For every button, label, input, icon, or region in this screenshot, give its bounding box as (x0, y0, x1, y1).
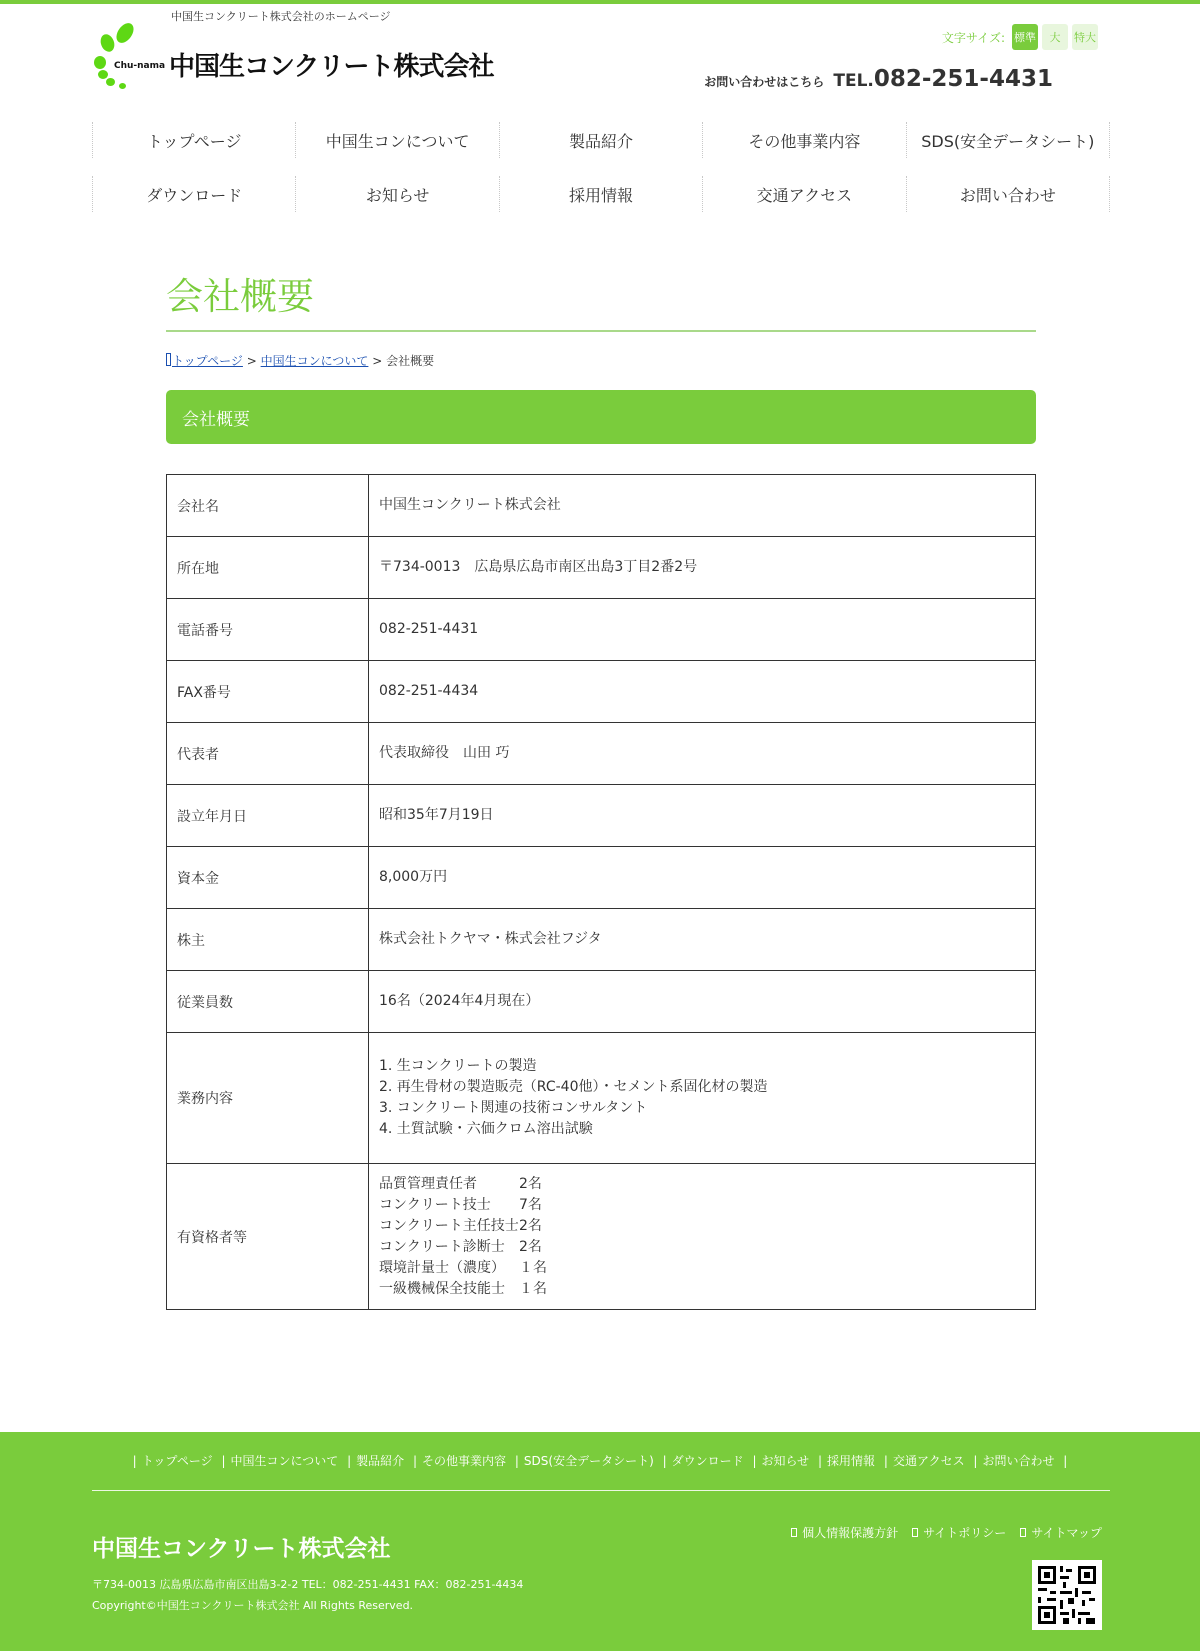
business-list (369, 1033, 1036, 1164)
row-value: 8,000万円 (369, 847, 1036, 909)
table-row (167, 661, 1036, 723)
qualification-name: コンクリート診断士 (379, 1238, 505, 1255)
nav-item-about[interactable]: 中国生コンについて (295, 122, 498, 158)
breadcrumb (166, 352, 434, 369)
font-size-label: 文字サイズ: (941, 30, 1005, 45)
row-value: 昭和35年7月19日 (369, 785, 1036, 847)
site-footer (0, 1432, 1200, 1651)
table-row (167, 1033, 1036, 1164)
qualification-list (369, 1164, 1036, 1310)
page-title: 会社概要 (166, 275, 314, 318)
logo-leaf-icon (106, 78, 115, 86)
footer-link-recruit[interactable]: 採用情報 (827, 1454, 876, 1468)
link-arrow-icon (1020, 1528, 1026, 1537)
footer-nav-separator: | (973, 1454, 978, 1468)
row-label: 業務内容 (167, 1033, 369, 1164)
row-label: 代表者 (167, 723, 369, 785)
breadcrumb-current: 会社概要 (386, 354, 435, 368)
font-size-xlarge-button[interactable]: 特大 (1072, 24, 1098, 50)
business-item: 4. 土質試験・六価クロム溶出試験 (379, 1121, 593, 1137)
link-arrow-icon (791, 1528, 797, 1537)
qualification-count: 2名 (519, 1217, 542, 1234)
footer-link-download[interactable]: ダウンロード (671, 1454, 744, 1468)
nav-item-products[interactable]: 製品紹介 (499, 122, 702, 158)
footer-nav-separator: | (662, 1454, 667, 1468)
company-info-table (166, 474, 1036, 1310)
home-icon (166, 353, 171, 366)
qualification-count: 2名 (519, 1238, 542, 1255)
nav-item-news[interactable]: お知らせ (295, 176, 498, 212)
footer-link-top[interactable]: トップページ (141, 1454, 213, 1468)
nav-item-contact[interactable]: お問い合わせ (906, 176, 1110, 212)
font-size-standard-button[interactable]: 標準 (1012, 24, 1038, 50)
breadcrumb-home-link[interactable]: トップページ (172, 354, 243, 368)
breadcrumb-separator: > (372, 354, 383, 368)
font-size-large-button[interactable]: 大 (1042, 24, 1068, 50)
qualification-name: コンクリート主任技士 (379, 1217, 519, 1234)
business-item: 2. 再生骨材の製造販売（RC-40他）・セメント系固化材の製造 (379, 1079, 768, 1095)
qualification-name: 一級機械保全技能士 (379, 1280, 505, 1297)
qualification-name: 環境計量士（濃度） (379, 1259, 505, 1276)
qualification-item (379, 1216, 1025, 1237)
qualification-count: １名 (519, 1259, 547, 1276)
table-row (167, 723, 1036, 785)
row-value: 082-251-4434 (369, 661, 1036, 723)
site-policy-link[interactable]: サイトポリシー (923, 1526, 1007, 1540)
footer-link-contact[interactable]: お問い合わせ (982, 1454, 1055, 1468)
site-logo[interactable] (92, 22, 532, 94)
footer-nav-separator: | (818, 1454, 823, 1468)
footer-nav-separator: | (221, 1454, 226, 1468)
row-label: FAX番号 (167, 661, 369, 723)
title-divider (166, 330, 1036, 332)
qr-code-icon (1032, 1560, 1102, 1630)
footer-copyright: Copyright©中国生コンクリート株式会社 All Rights Reserved. (92, 1599, 414, 1612)
sitemap-link[interactable]: サイトマップ (1031, 1526, 1102, 1540)
link-arrow-icon (912, 1528, 918, 1537)
footer-nav-separator: | (514, 1454, 519, 1468)
logo-mark-text: Chu-nama (114, 61, 166, 71)
qualification-item (379, 1174, 1025, 1195)
row-value: 株式会社トクヤマ・株式会社フジタ (369, 909, 1036, 971)
font-size-switcher (942, 24, 1098, 50)
privacy-policy-link[interactable]: 個人情報保護方針 (802, 1526, 899, 1540)
nav-item-access[interactable]: 交通アクセス (702, 176, 905, 212)
row-label: 設立年月日 (167, 785, 369, 847)
footer-link-sds[interactable]: SDS(安全データシート) (523, 1454, 654, 1468)
footer-link-products[interactable]: 製品紹介 (356, 1454, 405, 1468)
footer-link-other-business[interactable]: その他事業内容 (422, 1454, 507, 1468)
qualification-item (379, 1195, 1025, 1216)
nav-row-2 (92, 167, 1110, 221)
table-row (167, 847, 1036, 909)
row-label: 資本金 (167, 847, 369, 909)
header-contact (704, 66, 1053, 92)
footer-policy-item (1020, 1524, 1102, 1541)
footer-nav-separator: | (1063, 1454, 1068, 1468)
row-label: 電話番号 (167, 599, 369, 661)
contact-label: お問い合わせはこちら (704, 75, 825, 89)
qualification-item (379, 1279, 1025, 1300)
footer-link-access[interactable]: 交通アクセス (892, 1454, 965, 1468)
nav-item-recruit[interactable]: 採用情報 (499, 176, 702, 212)
footer-nav-separator: | (752, 1454, 757, 1468)
business-item: 3. コンクリート関連の技術コンサルタント (379, 1100, 648, 1116)
footer-company-name: 中国生コンクリート株式会社 (92, 1536, 391, 1562)
footer-policy-item (791, 1524, 898, 1541)
nav-row-1 (92, 113, 1110, 167)
qualification-item (379, 1258, 1025, 1279)
global-nav (92, 113, 1110, 221)
logo-leaf-icon (98, 32, 116, 53)
breadcrumb-parent-link[interactable]: 中国生コンについて (260, 354, 369, 368)
qualification-count: 2名 (519, 1175, 542, 1192)
table-row (167, 537, 1036, 599)
table-row (167, 971, 1036, 1033)
top-accent-bar (0, 0, 1200, 4)
logo-leaf-icon (98, 70, 108, 79)
nav-item-download[interactable]: ダウンロード (92, 176, 295, 212)
row-label: 所在地 (167, 537, 369, 599)
qualification-item (379, 1237, 1025, 1258)
section-heading (166, 390, 1036, 444)
footer-nav (0, 1452, 1200, 1469)
qr-code (1032, 1560, 1102, 1630)
qualification-name: コンクリート技士 (379, 1196, 491, 1213)
footer-divider (92, 1490, 1110, 1491)
nav-item-top[interactable]: トップページ (92, 122, 295, 158)
nav-item-other-business[interactable]: その他事業内容 (702, 122, 905, 158)
row-label: 有資格者等 (167, 1164, 369, 1310)
logo-leaf-icon (94, 56, 106, 69)
logo-company-name: 中国生コンクリート株式会社 (169, 52, 494, 82)
table-row (167, 599, 1036, 661)
table-row (167, 475, 1036, 537)
row-label: 従業員数 (167, 971, 369, 1033)
footer-nav-separator: | (412, 1454, 418, 1468)
footer-address: 〒734-0013 広島県広島市南区出島3-2-2 TEL：082-251-4431 FAX：082-251-4434 (92, 1578, 524, 1591)
row-value: 中国生コンクリート株式会社 (369, 475, 1036, 537)
qualification-count: 7名 (519, 1196, 542, 1213)
logo-leaf-icon (119, 83, 126, 89)
row-value: 16名（2024年4月現在） (369, 971, 1036, 1033)
site-tagline: 中国生コンクリート株式会社のホームページ (171, 10, 391, 23)
logo-leaf-icon (113, 20, 137, 46)
footer-policy-item (912, 1524, 1006, 1541)
row-value: 082-251-4431 (369, 599, 1036, 661)
footer-nav-separator: | (347, 1454, 352, 1468)
footer-link-news[interactable]: お知らせ (761, 1454, 810, 1468)
table-row (167, 1164, 1036, 1310)
table-row (167, 785, 1036, 847)
nav-item-sds[interactable]: SDS(安全データシート) (906, 122, 1110, 158)
table-row (167, 909, 1036, 971)
row-label: 株主 (167, 909, 369, 971)
row-label: 会社名 (167, 475, 369, 537)
tel-prefix: TEL. (833, 71, 874, 91)
qualification-name: 品質管理責任者 (379, 1175, 477, 1192)
business-item: 1. 生コンクリートの製造 (379, 1058, 537, 1074)
row-value: 代表取締役 山田 巧 (369, 723, 1036, 785)
section-heading-text: 会社概要 (182, 409, 250, 430)
qualification-count: １名 (519, 1280, 547, 1297)
breadcrumb-separator: > (246, 354, 257, 368)
footer-policy-links (791, 1524, 1102, 1541)
footer-nav-separator: | (883, 1454, 888, 1468)
header-phone-number[interactable]: 082-251-4431 (873, 66, 1053, 92)
footer-nav-separator: | (132, 1454, 137, 1468)
footer-link-about[interactable]: 中国生コンについて (230, 1454, 339, 1468)
row-value: 〒734-0013 広島県広島市南区出島3丁目2番2号 (369, 537, 1036, 599)
